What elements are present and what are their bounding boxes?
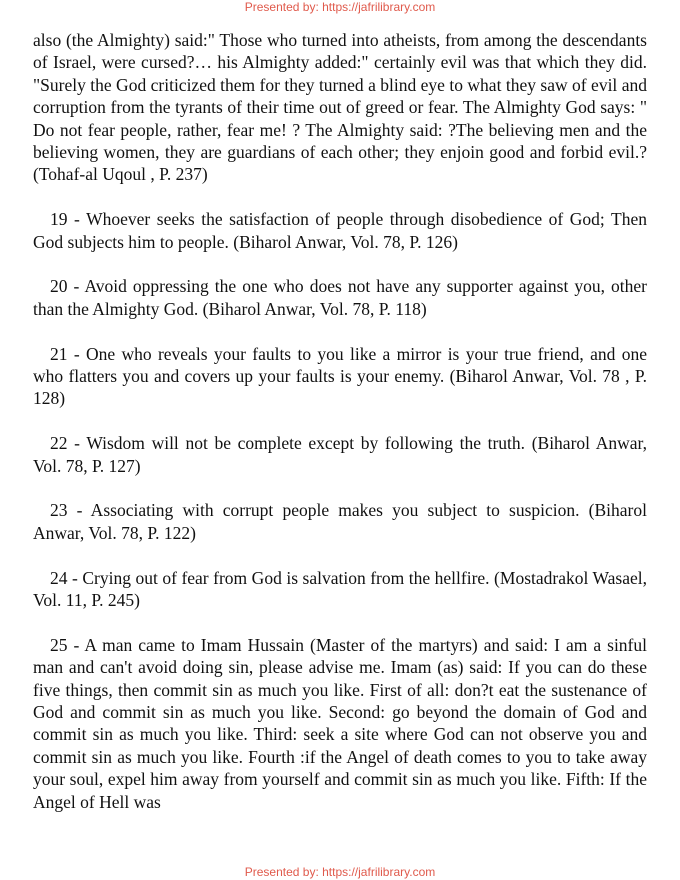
paragraph-hadith-25: 25 - A man came to Imam Hussain (Master of the martyrs) and said: I am a sinful man and can't avoid doing sin, please advise me. Imam (as) said: If you can do these five things, then commit sin as much you like. First of all: don?t eat the sustenance of God and commit sin as much you like. Second: go beyond the domain of God and commit sin as much you like. Third: seek a site where God can not observe you and commit sin as much you like. Fourth :if the Angel of death comes to you to take away your soul, expel him away from yourself and commit sin as much you like. Fifth: If the Angel of Hell was <box>33 634 647 812</box>
paragraph-continuation: also (the Almighty) said:" Those who turned into atheists, from among the descendants of Israel, were cursed?… his Almighty added:" certainly evil was that which they did. "Surely the God criticized them for they turned a blind eye to what they saw of evil and corruption from the tyrants of their time out of greed or fear. The Almighty God says: " Do not fear people, rather, fear me! ? The Almighty said: ?The believing men and the believing women, they are guardians of each other; they enjoin good and forbid evil.? (Tohaf-al Uqoul , P. 237) <box>33 30 647 185</box>
page-body <box>33 29 647 836</box>
paragraph-hadith-24: 24 - Crying out of fear from God is salvation from the hellfire. (Mostadrakol Wasael, Vol. 11, P. 245) <box>33 567 647 611</box>
header-site-link[interactable]: https://jafrilibrary.com <box>322 0 436 14</box>
paragraph-hadith-20: 20 - Avoid oppressing the one who does not have any supporter against you, other than the Almighty God. (Biharol Anwar, Vol. 78, P. 118) <box>33 276 647 319</box>
footer-banner <box>0 865 680 879</box>
paragraph-hadith-23: 23 - Associating with corrupt people makes you subject to suspicion. (Biharol Anwar, Vol. 78, P. 122) <box>33 500 647 543</box>
header-banner <box>0 0 680 14</box>
footer-presented-by-label: Presented by: <box>244 865 323 879</box>
paragraph-hadith-19: 19 - Whoever seeks the satisfaction of people through disobedience of God; Then God subjects him to people. (Biharol Anwar, Vol. 78, P. 126) <box>33 209 647 252</box>
paragraph-hadith-22: 22 - Wisdom will not be complete except by following the truth. (Biharol Anwar, Vol. 78, P. 127) <box>33 433 647 476</box>
footer-site-link[interactable]: https://jafrilibrary.com <box>322 865 436 879</box>
paragraph-hadith-21: 21 - One who reveals your faults to you like a mirror is your true friend, and one who flatters you and covers up your faults is your enemy. (Biharol Anwar, Vol. 78 , P. 128) <box>33 343 647 409</box>
header-presented-by-label: Presented by: <box>244 0 323 14</box>
